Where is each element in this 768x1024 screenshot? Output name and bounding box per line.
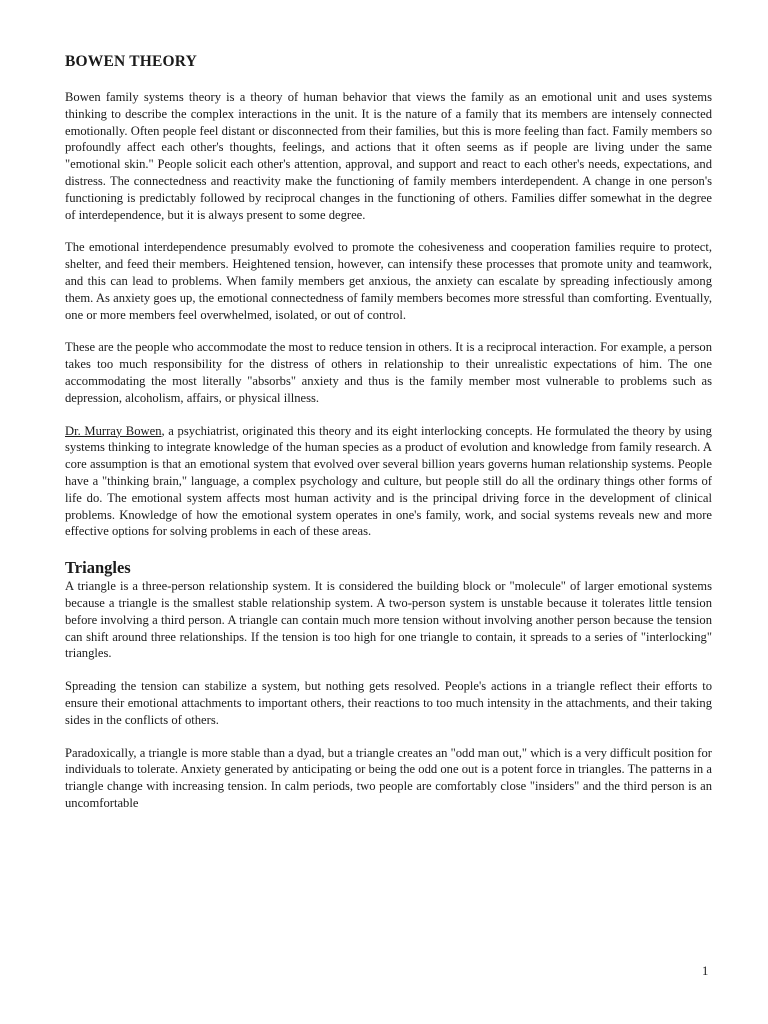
triangles-paragraph-3: Paradoxically, a triangle is more stable than a dyad, but a triangle creates an "odd man out," which is a very difficult position for individuals to tolerate. Anxiety generated by anticipating or being the odd one out is a potent force in triangles. The patterns in a triangle change with increasing tension. In calm periods, two people are comfortably close "insiders" and the third person is an uncomfortable: [65, 745, 712, 810]
document-page: [65, 52, 712, 828]
bowen-paragraph-text: , a psychiatrist, originated this theory and its eight interlocking concepts. He formulated the theory by using systems thinking to integrate knowledge of the human species as a product of evolution and knowledge from family research. A core assumption is that an emotional system that evolved over several billion years governs human relationship systems. People have a "thinking brain," language, a complex psychology and culture, but people still do all the ordinary things other forms of life do. The emotional system affects most human activity and is the principal driving force in the development of clinical problems. Knowledge of how the emotional system operates in one's family, work, and social systems reveals new and more effective options for solving problems in each of these areas.: [65, 423, 712, 539]
intro-paragraph-3: These are the people who accommodate the most to reduce tension in others. It is a reciprocal interaction. For example, a person takes too much responsibility for the distress of others in relationship to their unrealistic expectations of him. The one accommodating the most literally "absorbs" anxiety and thus is the family member most vulnerable to problems such as depression, alcoholism, affairs, or physical illness.: [65, 340, 712, 405]
document-title: BOWEN THEORY: [65, 53, 198, 70]
page-number: 1: [702, 964, 709, 978]
intro-paragraph-1: Bowen family systems theory is a theory of human behavior that views the family as an emotional unit and uses systems thinking to describe the complex interactions in the unit. It is the nature of a family that its members are intensely connected emotionally. Often people feel distant or disconnected from their families, but this is more feeling than fact. Family members so profoundly affect each other's thoughts, feelings, and actions that it often seems as if people are living under the same "emotional skin." People solicit each other's attention, approval, and support and react to each other's needs, expectations, and distress. The connectedness and reactivity make the functioning of family members interdependent. A change in one person's functioning is predictably followed by reciprocal changes in the functioning of others. Families differ somewhat in the degree of interdependence, but it is always present to some degree.: [65, 90, 712, 222]
bowen-paragraph: [65, 423, 712, 541]
triangles-paragraph-1: A triangle is a three-person relationship system. It is considered the building block or "molecule" of larger emotional systems because a triangle is the smallest stable relationship system. A two-person system is unstable because it tolerates little tension before involving a third person. A triangle can contain much more tension without involving another person because the tension can shift around three relationships. If the tension is too high for one triangle to contain, it spreads to a series of "interlocking" triangles.: [65, 579, 712, 661]
triangles-paragraph-2: Spreading the tension can stabilize a system, but nothing gets resolved. People's actions in a triangle reflect their efforts to ensure their emotional attachments to important others, their reactions to too much intensity in the attachments, and their taking sides in the conflicts of others.: [65, 679, 712, 727]
section-heading-triangles: Triangles: [65, 558, 131, 578]
murray-bowen-link[interactable]: Dr. Murray Bowen: [65, 423, 162, 438]
intro-paragraph-2: The emotional interdependence presumably evolved to promote the cohesiveness and cooperation families require to protect, shelter, and feed their members. Heightened tension, however, can intensify these processes that promote unity and teamwork, and this can lead to problems. When family members get anxious, the anxiety can escalate by spreading infectiously among them. As anxiety goes up, the emotional connectedness of family members becomes more stressful than comforting. Eventually, one or more members feel overwhelmed, isolated, or out of control.: [65, 240, 712, 322]
